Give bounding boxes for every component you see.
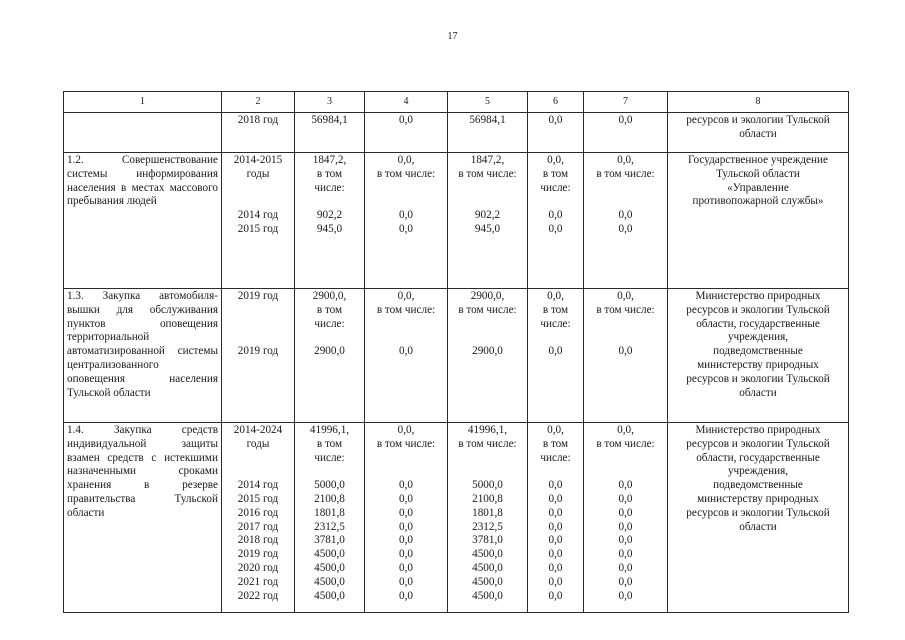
cell-line: 0,0 bbox=[548, 548, 563, 561]
cell-line: 3781,0 bbox=[472, 534, 503, 547]
cell-line: 4500,0 bbox=[472, 561, 503, 574]
cell-line: в том числе: bbox=[458, 437, 517, 450]
cell-line: 2014-2024 bbox=[233, 424, 283, 436]
cell-line: 1847,2, bbox=[470, 154, 505, 166]
cell-line: 0,0 bbox=[548, 575, 563, 588]
responsible-cell bbox=[668, 113, 849, 153]
cell-line: министерству природных bbox=[697, 358, 819, 371]
cell-line: учреждения, bbox=[727, 465, 789, 478]
cell-line bbox=[531, 331, 580, 345]
cell-line bbox=[368, 465, 444, 479]
cell-line bbox=[531, 195, 580, 209]
cell-line: в том bbox=[542, 303, 569, 316]
cell-line: 0,0 bbox=[548, 589, 563, 602]
regional-cell bbox=[448, 289, 528, 423]
cell-line: 0,0, bbox=[397, 290, 415, 302]
header-cell: 7 bbox=[584, 92, 668, 113]
federal-cell bbox=[365, 153, 448, 289]
cell-line: 0,0 bbox=[548, 561, 563, 574]
cell-line: 0,0 bbox=[399, 575, 413, 588]
period-cell bbox=[222, 289, 295, 423]
total-cell bbox=[295, 289, 365, 423]
cell-line bbox=[225, 465, 291, 479]
cell-line: 2019 год bbox=[237, 548, 279, 561]
cell-line: в том числе: bbox=[458, 167, 517, 180]
cell-line bbox=[587, 465, 664, 479]
cell-line: в том числе: bbox=[376, 437, 436, 450]
total-cell bbox=[295, 153, 365, 289]
cell-line bbox=[298, 465, 361, 479]
federal-cell bbox=[365, 289, 448, 423]
cell-line: 0,0 bbox=[618, 209, 633, 222]
cell-line: 0,0 bbox=[399, 492, 413, 505]
cell-line: 0,0, bbox=[617, 424, 634, 436]
regional-cell bbox=[448, 153, 528, 289]
activity-name-cell bbox=[64, 423, 222, 613]
cell-line: в том числе: bbox=[458, 303, 517, 316]
cell-line: 2022 год bbox=[237, 589, 279, 602]
cell-line: Государственное учреждение bbox=[688, 154, 828, 166]
cell-line: 0,0 bbox=[548, 534, 563, 547]
cell-line: 0,0 bbox=[399, 222, 413, 235]
header-row bbox=[64, 92, 849, 113]
cell-line bbox=[451, 318, 524, 332]
cell-line: области bbox=[739, 520, 777, 533]
cell-line: 2018 год bbox=[237, 114, 279, 126]
cell-line: 41996,1, bbox=[467, 424, 508, 436]
cell-line: 0,0 bbox=[399, 589, 413, 602]
cell-line: 0,0, bbox=[397, 154, 415, 166]
cell-line: числе: bbox=[314, 181, 345, 194]
table-row bbox=[64, 289, 849, 423]
responsible-cell bbox=[668, 153, 849, 289]
cell-line: в том bbox=[316, 303, 343, 316]
cell-line: 56984,1 bbox=[469, 114, 506, 126]
cell-line: в том bbox=[542, 167, 569, 180]
cell-line: числе: bbox=[540, 317, 571, 330]
cell-line: 2017 год bbox=[237, 520, 279, 533]
cell-line: подведомственные bbox=[713, 479, 803, 492]
cell-line bbox=[298, 331, 361, 345]
cell-line: в том числе: bbox=[596, 303, 655, 316]
cell-line: 0,0 bbox=[618, 520, 633, 533]
cell-line: ресурсов и экологии Тульской bbox=[686, 506, 830, 519]
cell-line: 2014 год bbox=[237, 479, 279, 492]
other-cell bbox=[584, 289, 668, 423]
cell-line: 5000,0 bbox=[472, 479, 503, 492]
cell-line: 0,0 bbox=[548, 479, 563, 492]
cell-line: 4500,0 bbox=[314, 548, 345, 561]
cell-line: 0,0, bbox=[617, 154, 634, 166]
activity-name-cell bbox=[64, 153, 222, 289]
period-cell bbox=[222, 423, 295, 613]
cell-line bbox=[368, 331, 444, 345]
cell-line: 4500,0 bbox=[472, 548, 503, 561]
cell-line: 0,0 bbox=[618, 506, 633, 519]
cell-line: годы bbox=[246, 167, 270, 180]
cell-line: 2015 год bbox=[237, 492, 279, 505]
cell-line: 2100,8 bbox=[472, 492, 503, 505]
cell-line: 2020 год bbox=[237, 561, 279, 574]
cell-line bbox=[298, 195, 361, 209]
cell-line bbox=[368, 182, 444, 196]
cell-line: 945,0 bbox=[316, 222, 343, 235]
local-cell bbox=[528, 153, 584, 289]
cell-line: «Управление bbox=[727, 181, 789, 194]
responsible-cell bbox=[668, 423, 849, 613]
cell-line: 2312,5 bbox=[472, 520, 503, 533]
other-cell bbox=[584, 423, 668, 613]
cell-line bbox=[587, 182, 664, 196]
cell-line: 1.2. Совершенствование системы информирования населения в местах массового пребывания людей bbox=[67, 154, 218, 208]
cell-line: 0,0 bbox=[618, 561, 633, 574]
total-cell bbox=[295, 423, 365, 613]
activity-name-cell bbox=[64, 289, 222, 423]
cell-line: 0,0 bbox=[548, 506, 563, 519]
cell-line: 2900,0, bbox=[470, 290, 505, 302]
cell-line: подведомственные bbox=[713, 345, 803, 358]
cell-line: 2019 год bbox=[237, 345, 279, 358]
cell-line bbox=[587, 195, 664, 209]
program-activities-table bbox=[63, 91, 849, 613]
table-row bbox=[64, 423, 849, 613]
table-row bbox=[64, 153, 849, 289]
cell-line: 0,0 bbox=[399, 209, 413, 222]
cell-line: 0,0 bbox=[399, 114, 413, 126]
local-cell bbox=[528, 289, 584, 423]
cell-line: 41996,1, bbox=[309, 424, 350, 436]
cell-line bbox=[531, 465, 580, 479]
cell-line bbox=[451, 452, 524, 466]
header-cell: 4 bbox=[365, 92, 448, 113]
cell-line: 0,0 bbox=[618, 479, 633, 492]
cell-line: 3781,0 bbox=[314, 534, 345, 547]
cell-line bbox=[368, 195, 444, 209]
cell-line: 2100,8 bbox=[314, 492, 345, 505]
cell-line bbox=[225, 195, 291, 209]
cell-line: 0,0 bbox=[399, 506, 413, 519]
period-cell bbox=[222, 153, 295, 289]
cell-line: 2018 год bbox=[237, 534, 279, 547]
cell-line: области, государственные bbox=[696, 451, 820, 464]
cell-line: в том числе: bbox=[596, 437, 655, 450]
cell-line: противопожарной службы» bbox=[692, 195, 824, 208]
cell-line: министерству природных bbox=[697, 492, 819, 505]
other-cell bbox=[584, 113, 668, 153]
cell-line: 1.4. Закупка средств индивидуальной защиты взамен средств с истекшими назначенными сроками хранения в резерве правительства Тульской области bbox=[67, 424, 218, 519]
cell-line: 0,0 bbox=[618, 114, 633, 126]
cell-line: 0,0, bbox=[397, 424, 415, 436]
cell-line bbox=[368, 452, 444, 466]
cell-line: ресурсов и экологии Тульской bbox=[686, 437, 830, 450]
cell-line: 0,0, bbox=[547, 154, 564, 166]
other-cell bbox=[584, 153, 668, 289]
cell-line: 4500,0 bbox=[314, 575, 345, 588]
table-row bbox=[64, 113, 849, 153]
local-cell bbox=[528, 113, 584, 153]
cell-line bbox=[587, 452, 664, 466]
cell-line: в том числе: bbox=[376, 303, 436, 316]
cell-line: 902,2 bbox=[316, 209, 343, 222]
header-cell: 1 bbox=[64, 92, 222, 113]
cell-line: числе: bbox=[540, 181, 571, 194]
cell-line bbox=[451, 195, 524, 209]
local-cell bbox=[528, 423, 584, 613]
cell-line: 2900,0 bbox=[314, 345, 345, 358]
cell-line: 0,0, bbox=[547, 424, 564, 436]
cell-line: 0,0 bbox=[618, 575, 633, 588]
cell-line: учреждения, bbox=[727, 331, 789, 344]
responsible-cell bbox=[668, 289, 849, 423]
cell-line: 4500,0 bbox=[472, 589, 503, 602]
header-cell: 5 bbox=[448, 92, 528, 113]
cell-line: 2015 год bbox=[237, 222, 279, 235]
cell-line: 0,0 bbox=[548, 345, 563, 358]
cell-line: 0,0 bbox=[618, 345, 633, 358]
cell-line bbox=[451, 182, 524, 196]
cell-line: 2900,0 bbox=[472, 345, 503, 358]
cell-line: 0,0 bbox=[618, 492, 633, 505]
cell-line: 2019 год bbox=[237, 290, 279, 302]
cell-line: ресурсов и экологии Тульской bbox=[686, 372, 830, 385]
cell-line: 2021 год bbox=[237, 575, 279, 588]
cell-line: числе: bbox=[314, 317, 345, 330]
cell-line: 0,0 bbox=[548, 222, 563, 235]
cell-line bbox=[587, 331, 664, 345]
page-number: 17 bbox=[447, 31, 458, 42]
activity-name-cell bbox=[64, 113, 222, 153]
cell-line: 902,2 bbox=[474, 209, 501, 222]
cell-line: 0,0 bbox=[399, 479, 413, 492]
cell-line: 0,0 bbox=[399, 520, 413, 533]
cell-line: в том bbox=[542, 437, 569, 450]
cell-line: 4500,0 bbox=[314, 589, 345, 602]
cell-line: 56984,1 bbox=[311, 114, 348, 126]
regional-cell bbox=[448, 113, 528, 153]
cell-line bbox=[225, 182, 291, 196]
cell-line: числе: bbox=[540, 451, 571, 464]
cell-line: 0,0 bbox=[548, 492, 563, 505]
cell-line: 2312,5 bbox=[314, 520, 345, 533]
cell-line: 0,0 bbox=[618, 548, 633, 561]
cell-line: годы bbox=[246, 437, 270, 450]
cell-line: в том числе: bbox=[376, 167, 436, 180]
cell-line: в том bbox=[316, 167, 343, 180]
cell-line: ресурсов и экологии Тульской bbox=[686, 114, 830, 126]
cell-line: Министерство природных bbox=[695, 424, 821, 436]
cell-line: в том bbox=[316, 437, 343, 450]
header-cell: 6 bbox=[528, 92, 584, 113]
cell-line: 0,0 bbox=[399, 561, 413, 574]
period-cell bbox=[222, 113, 295, 153]
cell-line bbox=[225, 318, 291, 332]
cell-line: 0,0 bbox=[548, 114, 563, 126]
cell-line bbox=[225, 304, 291, 318]
cell-line: 2016 год bbox=[237, 506, 279, 519]
cell-line: 0,0 bbox=[618, 534, 633, 547]
regional-cell bbox=[448, 423, 528, 613]
cell-line: в том числе: bbox=[596, 167, 655, 180]
cell-line: Тульской области bbox=[716, 167, 800, 180]
cell-line: 0,0 bbox=[548, 520, 563, 533]
cell-line: 0,0 bbox=[399, 548, 413, 561]
cell-line bbox=[368, 318, 444, 332]
cell-line: 4500,0 bbox=[314, 561, 345, 574]
cell-line bbox=[587, 318, 664, 332]
header-cell: 2 bbox=[222, 92, 295, 113]
cell-line: 0,0 bbox=[399, 345, 413, 358]
cell-line: 2014-2015 bbox=[233, 154, 283, 166]
cell-line: 1.3. Закупка автомобиля-вышки для обслуживания пунктов оповещения территориальной автоматизированной системы централизованного оповещения населения Тульской области bbox=[67, 290, 218, 399]
cell-line bbox=[225, 331, 291, 345]
cell-line: 5000,0 bbox=[314, 479, 345, 492]
header-cell: 3 bbox=[295, 92, 365, 113]
cell-line: 1801,8 bbox=[314, 506, 345, 519]
cell-line bbox=[451, 465, 524, 479]
cell-line: 0,0 bbox=[399, 534, 413, 547]
cell-line: 945,0 bbox=[474, 222, 501, 235]
cell-line: 0,0, bbox=[617, 290, 634, 302]
cell-line: числе: bbox=[314, 451, 345, 464]
federal-cell bbox=[365, 423, 448, 613]
federal-cell bbox=[365, 113, 448, 153]
cell-line: 0,0 bbox=[548, 209, 563, 222]
cell-line: 0,0 bbox=[618, 589, 633, 602]
cell-line: 0,0, bbox=[547, 290, 564, 302]
cell-line: 2900,0, bbox=[312, 290, 347, 302]
cell-line bbox=[451, 331, 524, 345]
cell-line: 4500,0 bbox=[472, 575, 503, 588]
cell-line bbox=[225, 452, 291, 466]
cell-line: 1847,2, bbox=[312, 154, 347, 166]
cell-line: 2014 год bbox=[237, 209, 279, 222]
cell-line: области bbox=[739, 386, 777, 399]
cell-line: 0,0 bbox=[618, 222, 633, 235]
cell-line: области, государственные bbox=[696, 317, 820, 330]
header-cell: 8 bbox=[668, 92, 849, 113]
cell-line: области bbox=[739, 127, 777, 140]
cell-line: ресурсов и экологии Тульской bbox=[686, 303, 830, 316]
cell-line: 1801,8 bbox=[472, 506, 503, 519]
cell-line: Министерство природных bbox=[695, 290, 821, 302]
total-cell bbox=[295, 113, 365, 153]
